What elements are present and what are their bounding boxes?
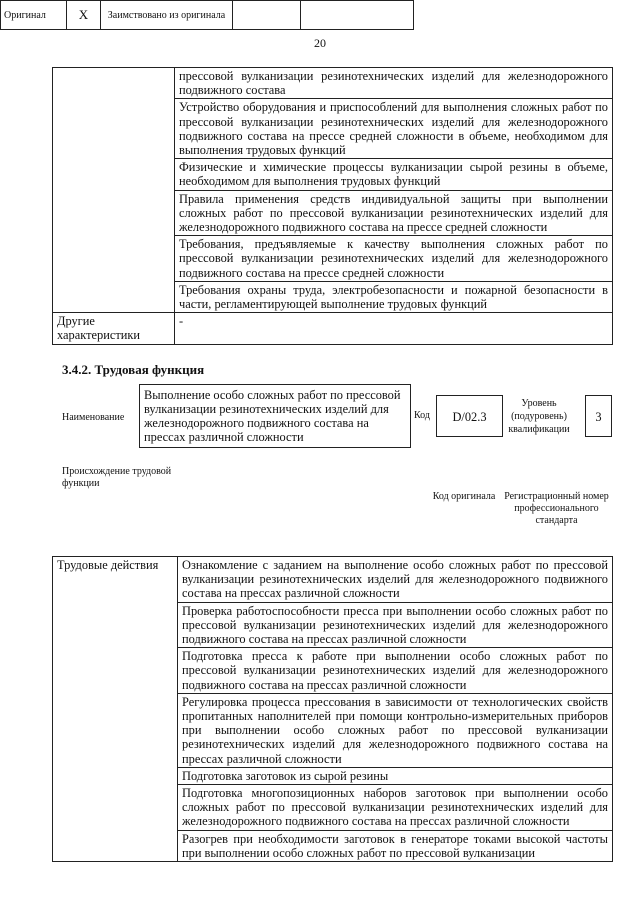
origin-label: Происхождение трудовой функции [62, 466, 172, 489]
name-label: Наименование [62, 412, 125, 423]
origin-code-cell [233, 1, 301, 30]
table-cell: Подготовка многопозиционных наборов заготовок при выполнении особо сложных работ по прессовой вулканизации резинотехнических изделий для железнодорожного подвижного состава на прессах различной сложности [178, 785, 613, 831]
table-cell: прессовой вулканизации резинотехнических изделий для железнодорожного подвижного состава [175, 68, 613, 99]
table-cell: Проверка работоспособности пресса при выполнении особо сложных работ по прессовой вулканизации резинотехнических изделий для железнодорожного подвижного состава на прессах различной сложности [178, 602, 613, 648]
table-cell: Подготовка пресса к работе при выполнении особо сложных работ по прессовой вулканизации резинотехнических изделий для железнодорожного подвижного состава на прессах различной сложности [178, 648, 613, 694]
function-name-box: Выполнение особо сложных работ по прессовой вулканизации резинотехнических изделий для железнодорожного подвижного состава на прессах различной сложности [139, 384, 411, 448]
page-number: 20 [314, 36, 326, 50]
table-row [53, 313, 613, 344]
origin-code-caption: Код оригинала [432, 491, 496, 502]
other-characteristics-label: Другие характеристики [53, 313, 175, 344]
labor-actions-table [52, 556, 613, 862]
other-characteristics-value: - [175, 313, 613, 344]
section-title: 3.4.2. Трудовая функция [62, 362, 205, 377]
table-cell: Правила применения средств индивидуальной защиты при выполнении сложных работ по прессовой вулканизации резинотехнических изделий для железнодорожного подвижного состава на прессе средней сложности [175, 190, 613, 236]
table-cell: Требования, предъявляемые к качеству выполнения сложных работ по прессовой вулканизации резинотехнических изделий для железнодорожного подвижного состава на прессе средней сложности [175, 236, 613, 282]
qualification-level-box: 3 [585, 395, 612, 437]
code-label: Код [414, 410, 430, 421]
qualification-level-label: Уровень (подуровень) квалификации [508, 398, 570, 435]
registration-number-caption: Регистрационный номер профессионального стандарта [504, 491, 609, 526]
labor-actions-label: Трудовые действия [53, 557, 178, 862]
table-cell: Регулировка процесса прессования в зависимости от технологических свойств пропитанных наполнителей при помощи контрольно-измерительных приборов при выполнении особо сложных работ по прессовой вулканизации резинотехнических изделий для железнодорожного подвижного состава на прессах различной сложности [178, 693, 613, 767]
origin-table [0, 0, 414, 30]
code-value-box: D/02.3 [436, 395, 503, 437]
table-cell: Физические и химические процессы вулканизации сырой резины в объеме, необходимом для выполнения трудовых функций [175, 159, 613, 190]
table-cell: Требования охраны труда, электробезопасности и пожарной безопасности в части, регламентирующей выполнение трудовых функций [175, 281, 613, 312]
table-row [53, 68, 613, 99]
table-cell: Разогрев при необходимости заготовок в генераторе токами высокой частоты при выполнении особо сложных работ по прессовой вулканизации [178, 830, 613, 861]
original-mark: X [67, 1, 101, 30]
origin-reg-cell [301, 1, 414, 30]
knowledge-table [52, 67, 613, 345]
table-row [53, 557, 613, 603]
row-label-empty [53, 68, 175, 313]
table-cell: Подготовка заготовок из сырой резины [178, 767, 613, 784]
table-cell: Ознакомление с заданием на выполнение особо сложных работ по прессовой вулканизации резинотехнических изделий для железнодорожного подвижного состава на прессах различной сложности [178, 557, 613, 603]
borrowed-label: Заимствовано из оригинала [101, 1, 233, 30]
table-cell: Устройство оборудования и приспособлений для выполнения сложных работ по прессовой вулканизации резинотехнических изделий для железнодорожного подвижного состава на прессе средней сложности в объеме, необходимом для выполнения трудовых функций [175, 99, 613, 159]
original-label: Оригинал [1, 1, 67, 30]
